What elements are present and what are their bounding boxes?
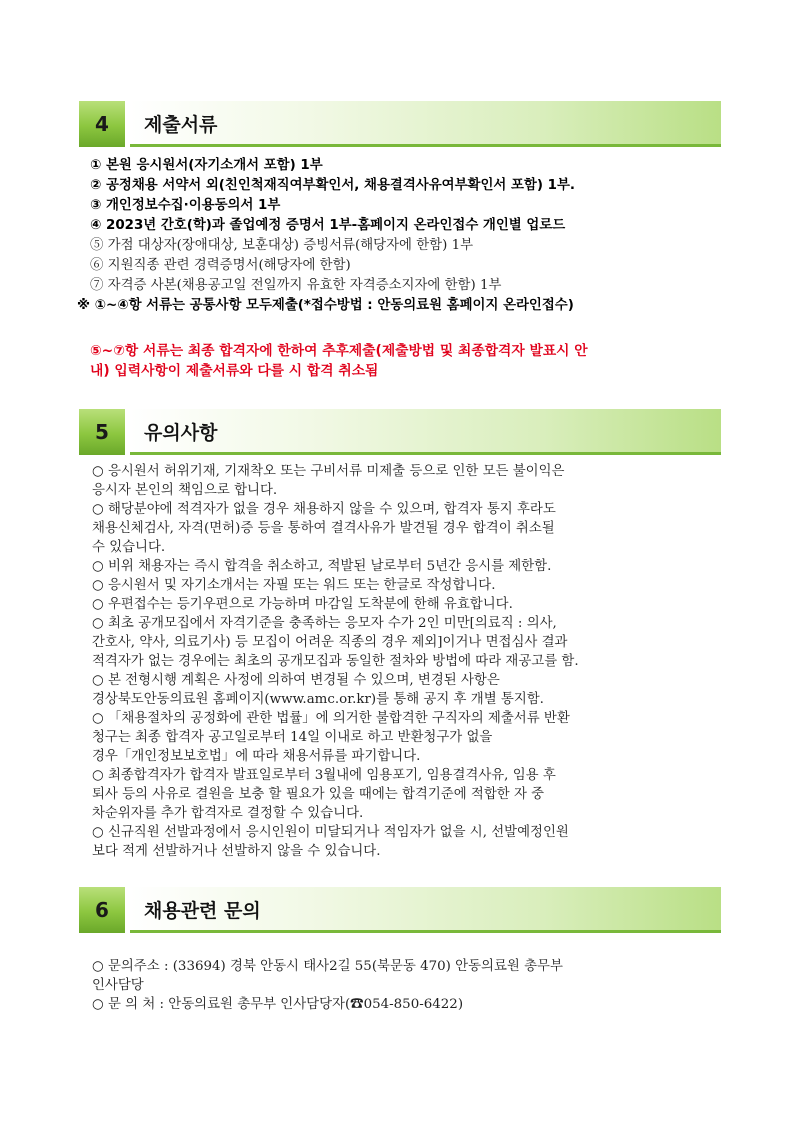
contact-address: ○ 문의주소 : (33694) 경북 안동시 태사2길 55(북문동 470) 안동의료원 총무부 [92,959,563,974]
document-item: ④ 2023년 간호(학)과 졸업예정 증명서 1부-홈페이지 온라인접수 개인별 업로드 [90,218,566,233]
warning-line: ⑤~⑦항 서류는 최종 합격자에 한하여 추후제출(제출방법 및 최종합격자 발표시 안 [90,343,588,359]
notice-line: 퇴사 등의 사유로 결원을 보충 할 필요가 있을 때에는 합격기준에 적합한 자 중 [92,787,545,802]
notice-line: 수 있습니다. [92,540,166,555]
document-item: ⑤ 가점 대상자(장애대상, 보훈대상) 증빙서류(해당자에 한함) 1부 [90,238,474,253]
document-item: ⑦ 자격증 사본(채용공고일 전일까지 유효한 자격증소지자에 한함) 1부 [90,278,502,293]
section-title: 채용관련 문의 [144,900,261,922]
notice-line: ○ 최초 공개모집에서 자격기준을 충족하는 응모자 수가 2인 미만[의료직 : 의사, [92,616,557,631]
document-item: ② 공정채용 서약서 외(친인척재직여부확인서, 채용결격사유여부확인서 포함) 1부. [90,178,575,193]
notice-line: 응시자 본인의 책임으로 합니다. [92,483,278,498]
document-item: ③ 개인정보수집·이용동의서 1부 [90,198,281,213]
section-title: 제출서류 [144,114,218,136]
section-5-header [79,409,721,455]
submission-note: ※ ①~④항 서류는 공통사항 모두제출(*접수방법 : 안동의료원 홈페이지 온라인접수) [77,298,574,313]
section-title: 유의사항 [144,422,218,444]
section-title-bar [130,887,721,933]
notice-line: 차순위자를 추가 합격자로 결정할 수 있습니다. [92,806,364,821]
notice-line: ○ 응시원서 허위기재, 기재착오 또는 구비서류 미제출 등으로 인한 모든 불이익은 [92,464,565,479]
section-number-box: 6 [79,887,125,933]
notice-line: ○ 응시원서 및 자기소개서는 자필 또는 워드 또는 한글로 작성합니다. [92,578,496,593]
contact-phone: ○ 문 의 처 : 안동의료원 총무부 인사담당자(☎054-850-6422) [92,997,464,1012]
notice-line: ○ 비위 채용자는 즉시 합격을 취소하고, 적발된 날로부터 5년간 응시를 제한함. [92,559,552,574]
section-number-box: 4 [79,101,125,147]
notice-line: 적격자가 없는 경우에는 최초의 공개모집과 동일한 절차와 방법에 따라 재공고를 함. [92,654,579,669]
notice-line: 채용신체검사, 자격(면허)증 등을 통하여 결격사유가 발견될 경우 합격이 취소될 [92,521,555,536]
document-item: ① 본원 응시원서(자기소개서 포함) 1부 [90,158,323,173]
section-4-body [77,156,730,386]
section-6-body [92,957,732,1027]
notice-line: ○ 우편접수는 등기우편으로 가능하며 마감일 도착분에 한해 유효합니다. [92,597,513,612]
notice-line: 경상북도안동의료원 홈페이지(www.amc.or.kr)를 통해 공지 후 개별 통지함. [92,692,544,707]
section-title-bar [130,101,721,147]
notice-line: 보다 적게 선발하거나 선발하지 않을 수 있습니다. [92,844,381,859]
notice-line: ○ 신규직원 선발과정에서 응시인원이 미달되거나 적임자가 없을 시, 선발예정인원 [92,825,569,840]
section-title-bar [130,409,721,455]
notice-line: ○ 최종합격자가 합격자 발표일로부터 3월내에 임용포기, 임용결격사유, 임용 후 [92,768,556,783]
notice-line: ○ 해당분야에 적격자가 없을 경우 채용하지 않을 수 있으며, 합격자 통지 후라도 [92,502,556,517]
section-number-box: 5 [79,409,125,455]
notice-line: 경우「개인정보보호법」에 따라 채용서류를 파기합니다. [92,749,421,764]
document-item: ⑥ 지원직종 관련 경력증명서(해당자에 한함) [90,258,351,273]
section-6-header [79,887,721,933]
notice-line: ○ 「채용절차의 공정화에 관한 법률」에 의거한 불합격한 구직자의 제출서류 반환 [92,711,570,726]
warning-line: 내) 입력사항이 제출서류와 다를 시 합격 취소됨 [90,363,379,379]
section-4-header [79,101,721,147]
notice-line: 간호사, 약사, 의료기사) 등 모집이 어려운 직종의 경우 제외]이거나 면접심사 결과 [92,635,568,650]
notice-line: ○ 본 전형시행 계획은 사정에 의하여 변경될 수 있으며, 변경된 사항은 [92,673,500,688]
section-5-body [92,462,732,862]
contact-address-cont: 인사담당 [92,978,144,993]
notice-line: 청구는 최종 합격자 공고일로부터 14일 이내로 하고 반환청구가 없을 [92,730,493,745]
